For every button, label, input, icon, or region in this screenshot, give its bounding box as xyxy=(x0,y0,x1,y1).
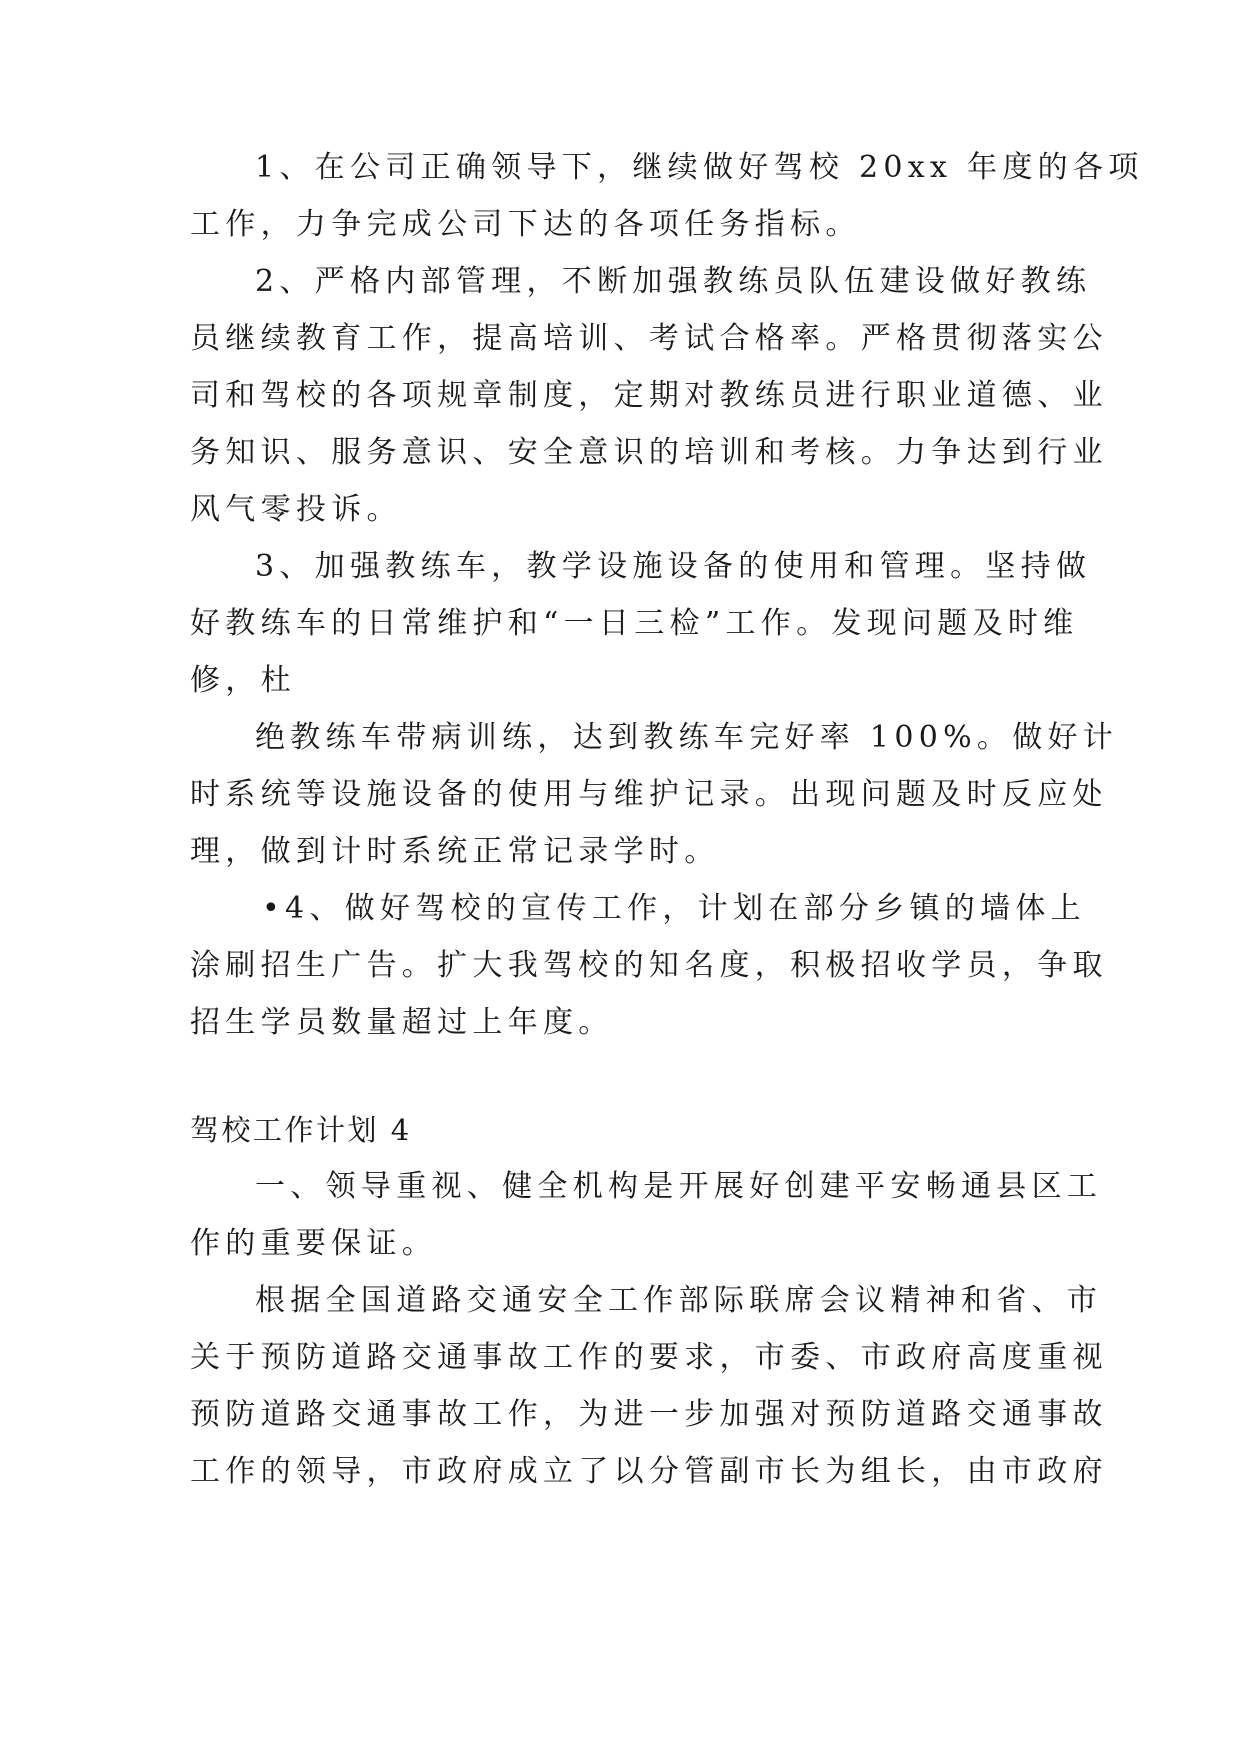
section-paragraph-2-line-4: 工作的领导，市政府成立了以分管副市长为组长，由市政府 xyxy=(190,1454,1108,1489)
paragraph-5-line-2: 涂刷招生广告。扩大我驾校的知名度，积极招收学员，争取 xyxy=(190,948,1108,983)
paragraph-1-line-2: 工作，力争完成公司下达的各项任务指标。 xyxy=(190,207,861,242)
section-paragraph-2-line-3: 预防道路交通事故工作，为进一步加强对预防道路交通事故 xyxy=(190,1397,1108,1432)
paragraph-4-line-2: 时系统等设施设备的使用与维护记录。出现问题及时反应处 xyxy=(190,777,1108,812)
section-heading: 驾校工作计划 4 xyxy=(190,1113,412,1147)
paragraph-2-line-1: 2、严格内部管理，不断加强教练员队伍建设做好教练 xyxy=(255,264,1092,299)
section-paragraph-2-line-1: 根据全国道路交通安全工作部际联席会议精神和省、市 xyxy=(255,1283,1103,1318)
section-paragraph-1-line-2: 作的重要保证。 xyxy=(190,1226,438,1261)
section-paragraph-2-line-2: 关于预防道路交通事故工作的要求，市委、市政府高度重视 xyxy=(190,1340,1108,1375)
paragraph-3-line-3: 修，杜 xyxy=(190,663,296,698)
paragraph-2-line-2: 员继续教育工作，提高培训、考试合格率。严格贯彻落实公 xyxy=(190,321,1108,356)
paragraph-2-line-4: 务知识、服务意识、安全意识的培训和考核。力争达到行业 xyxy=(190,435,1108,470)
paragraph-5-line-3: 招生学员数量超过上年度。 xyxy=(190,1005,614,1040)
paragraph-5-line-1: •4、做好驾校的宣传工作，计划在部分乡镇的墙体上 xyxy=(262,891,1086,926)
section-paragraph-1-line-1: 一、领导重视、健全机构是开展好创建平安畅通县区工 xyxy=(255,1169,1103,1204)
paragraph-3-line-2: 好教练车的日常维护和“一日三检”工作。发现问题及时维 xyxy=(190,606,1079,641)
paragraph-4-line-1: 绝教练车带病训练，达到教练车完好率 100%。做好计 xyxy=(255,720,1119,755)
paragraph-3-line-1: 3、加强教练车，教学设施设备的使用和管理。坚持做 xyxy=(255,549,1092,584)
paragraph-2-line-5: 风气零投诉。 xyxy=(190,492,402,527)
paragraph-2-line-3: 司和驾校的各项规章制度，定期对教练员进行职业道德、业 xyxy=(190,378,1108,413)
paragraph-1-line-1: 1、在公司正确领导下，继续做好驾校 20xx 年度的各项 xyxy=(255,150,1144,185)
paragraph-4-line-3: 理，做到计时系统正常记录学时。 xyxy=(190,834,720,869)
